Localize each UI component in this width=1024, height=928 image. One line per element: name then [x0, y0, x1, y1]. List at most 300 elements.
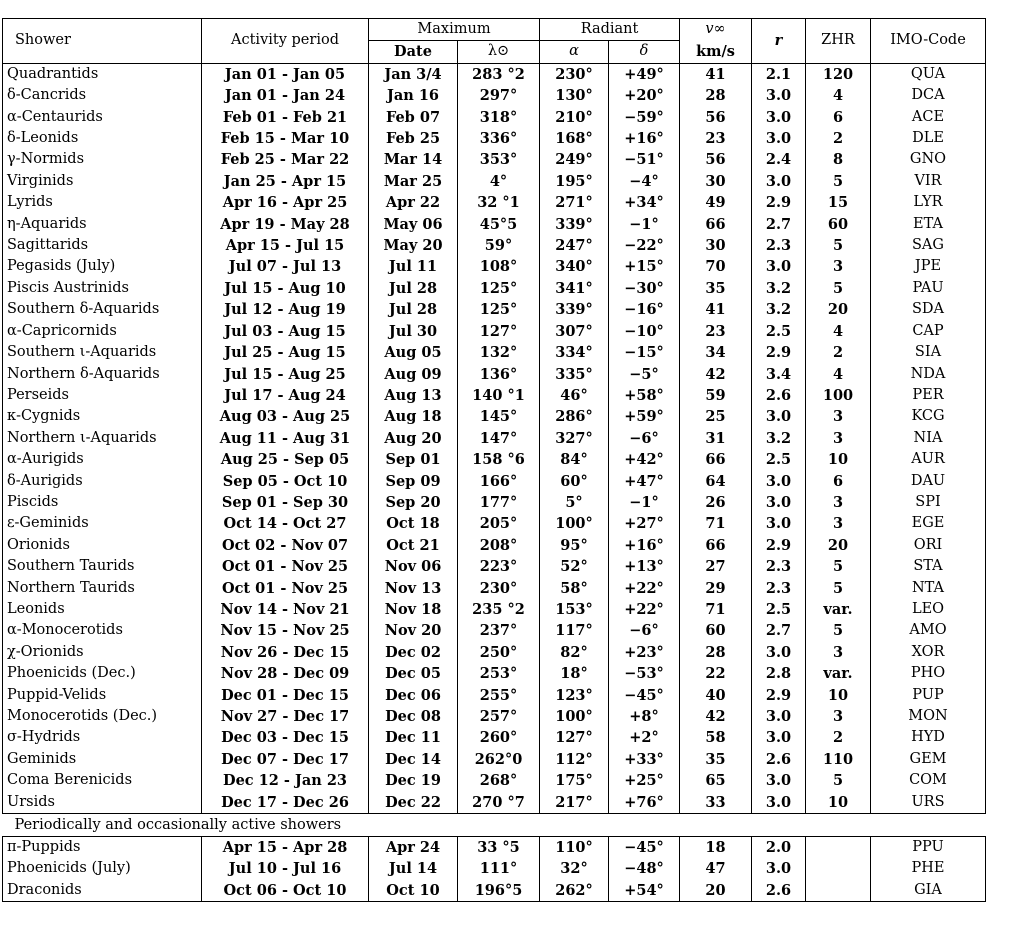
- cell-shower: σ-Hydrids: [3, 727, 202, 748]
- cell-population-index: 3.2: [752, 278, 806, 299]
- table-row: [3, 578, 986, 599]
- cell-right-ascension: 5°: [540, 492, 609, 513]
- cell-max-date: Dec 11: [369, 727, 458, 748]
- cell-activity-period: Jul 12 - Aug 19: [202, 299, 369, 320]
- cell-imo-code: DCA: [871, 85, 986, 106]
- cell-imo-code: PHO: [871, 663, 986, 684]
- cell-activity-period: Dec 03 - Dec 15: [202, 727, 369, 748]
- cell-max-date: Dec 08: [369, 706, 458, 727]
- cell-velocity: 71: [680, 599, 752, 620]
- cell-solar-longitude: 140 °1: [458, 385, 540, 406]
- cell-velocity: 41: [680, 63, 752, 85]
- cell-imo-code: EGE: [871, 513, 986, 534]
- cell-declination: +8°: [609, 706, 680, 727]
- cell-zhr: 100: [806, 385, 871, 406]
- cell-zhr: 4: [806, 364, 871, 385]
- cell-imo-code: VIR: [871, 171, 986, 192]
- cell-right-ascension: 335°: [540, 364, 609, 385]
- cell-imo-code: KCG: [871, 406, 986, 427]
- cell-velocity: 29: [680, 578, 752, 599]
- cell-zhr: 5: [806, 171, 871, 192]
- header-velocity-top: v∞: [680, 19, 752, 41]
- table-row: [3, 428, 986, 449]
- cell-population-index: 2.6: [752, 385, 806, 406]
- cell-max-date: Dec 02: [369, 642, 458, 663]
- main-showers-body: [3, 63, 986, 813]
- cell-activity-period: Jan 01 - Jan 05: [202, 63, 369, 85]
- cell-shower: Phoenicids (Dec.): [3, 663, 202, 684]
- table-row: [3, 837, 986, 859]
- cell-shower: Piscids: [3, 492, 202, 513]
- cell-solar-longitude: 111°: [458, 858, 540, 879]
- table-row: [3, 235, 986, 256]
- cell-right-ascension: 307°: [540, 321, 609, 342]
- cell-solar-longitude: 257°: [458, 706, 540, 727]
- cell-zhr: 110: [806, 749, 871, 770]
- cell-right-ascension: 60°: [540, 471, 609, 492]
- header-row-top: [3, 19, 986, 41]
- cell-activity-period: Jul 15 - Aug 25: [202, 364, 369, 385]
- cell-population-index: 3.0: [752, 256, 806, 277]
- cell-imo-code: PAU: [871, 278, 986, 299]
- table-row: [3, 792, 986, 814]
- cell-activity-period: Jul 10 - Jul 16: [202, 858, 369, 879]
- cell-right-ascension: 110°: [540, 837, 609, 859]
- cell-imo-code: URS: [871, 792, 986, 814]
- meteor-shower-table-container: [2, 18, 985, 902]
- cell-right-ascension: 32°: [540, 858, 609, 879]
- cell-shower: δ-Leonids: [3, 128, 202, 149]
- cell-declination: +22°: [609, 578, 680, 599]
- cell-velocity: 66: [680, 449, 752, 470]
- cell-imo-code: GEM: [871, 749, 986, 770]
- cell-right-ascension: 117°: [540, 620, 609, 641]
- cell-solar-longitude: 147°: [458, 428, 540, 449]
- cell-population-index: 3.0: [752, 706, 806, 727]
- cell-velocity: 28: [680, 85, 752, 106]
- cell-activity-period: Oct 02 - Nov 07: [202, 535, 369, 556]
- cell-solar-longitude: 260°: [458, 727, 540, 748]
- cell-population-index: 3.0: [752, 770, 806, 791]
- cell-declination: +59°: [609, 406, 680, 427]
- cell-imo-code: JPE: [871, 256, 986, 277]
- cell-imo-code: PHE: [871, 858, 986, 879]
- cell-zhr: 3: [806, 428, 871, 449]
- cell-right-ascension: 100°: [540, 706, 609, 727]
- cell-activity-period: Dec 07 - Dec 17: [202, 749, 369, 770]
- cell-declination: +33°: [609, 749, 680, 770]
- cell-right-ascension: 247°: [540, 235, 609, 256]
- cell-shower: Quadrantids: [3, 63, 202, 85]
- cell-zhr: [806, 837, 871, 859]
- cell-declination: +22°: [609, 599, 680, 620]
- cell-right-ascension: 286°: [540, 406, 609, 427]
- cell-right-ascension: 195°: [540, 171, 609, 192]
- cell-population-index: 3.0: [752, 513, 806, 534]
- header-maximum: Maximum: [369, 19, 540, 41]
- cell-max-date: Nov 20: [369, 620, 458, 641]
- cell-imo-code: DLE: [871, 128, 986, 149]
- cell-velocity: 42: [680, 364, 752, 385]
- table-row: [3, 171, 986, 192]
- cell-activity-period: Jan 01 - Jan 24: [202, 85, 369, 106]
- cell-velocity: 33: [680, 792, 752, 814]
- cell-population-index: 3.0: [752, 128, 806, 149]
- cell-solar-longitude: 262°0: [458, 749, 540, 770]
- cell-imo-code: QUA: [871, 63, 986, 85]
- cell-shower: Orionids: [3, 535, 202, 556]
- cell-population-index: 3.0: [752, 171, 806, 192]
- cell-declination: −1°: [609, 214, 680, 235]
- cell-zhr: 20: [806, 535, 871, 556]
- cell-max-date: Mar 25: [369, 171, 458, 192]
- cell-max-date: Jan 16: [369, 85, 458, 106]
- cell-solar-longitude: 336°: [458, 128, 540, 149]
- table-row: [3, 663, 986, 684]
- cell-velocity: 30: [680, 171, 752, 192]
- cell-max-date: Sep 01: [369, 449, 458, 470]
- cell-velocity: 56: [680, 149, 752, 170]
- table-row: [3, 107, 986, 128]
- cell-solar-longitude: 33 °5: [458, 837, 540, 859]
- cell-solar-longitude: 145°: [458, 406, 540, 427]
- cell-declination: +15°: [609, 256, 680, 277]
- cell-right-ascension: 210°: [540, 107, 609, 128]
- cell-population-index: 3.4: [752, 364, 806, 385]
- cell-right-ascension: 127°: [540, 727, 609, 748]
- cell-max-date: Nov 06: [369, 556, 458, 577]
- cell-zhr: 5: [806, 278, 871, 299]
- cell-velocity: 59: [680, 385, 752, 406]
- cell-solar-longitude: 230°: [458, 578, 540, 599]
- cell-activity-period: Aug 03 - Aug 25: [202, 406, 369, 427]
- cell-population-index: 2.3: [752, 556, 806, 577]
- cell-velocity: 65: [680, 770, 752, 791]
- cell-right-ascension: 18°: [540, 663, 609, 684]
- cell-velocity: 26: [680, 492, 752, 513]
- cell-population-index: 2.6: [752, 749, 806, 770]
- table-row: [3, 256, 986, 277]
- cell-declination: −4°: [609, 171, 680, 192]
- table-row: [3, 727, 986, 748]
- cell-velocity: 56: [680, 107, 752, 128]
- cell-max-date: May 06: [369, 214, 458, 235]
- cell-right-ascension: 249°: [540, 149, 609, 170]
- cell-right-ascension: 339°: [540, 299, 609, 320]
- cell-solar-longitude: 270 °7: [458, 792, 540, 814]
- cell-solar-longitude: 235 °2: [458, 599, 540, 620]
- cell-right-ascension: 82°: [540, 642, 609, 663]
- cell-imo-code: COM: [871, 770, 986, 791]
- cell-declination: −6°: [609, 428, 680, 449]
- table-row: [3, 770, 986, 791]
- header-zhr: ZHR: [806, 19, 871, 64]
- cell-right-ascension: 327°: [540, 428, 609, 449]
- cell-activity-period: Oct 06 - Oct 10: [202, 880, 369, 902]
- table-row: [3, 278, 986, 299]
- cell-declination: +25°: [609, 770, 680, 791]
- cell-shower: δ-Aurigids: [3, 471, 202, 492]
- cell-activity-period: Jul 25 - Aug 15: [202, 342, 369, 363]
- cell-solar-longitude: 318°: [458, 107, 540, 128]
- cell-shower: Northern Taurids: [3, 578, 202, 599]
- cell-declination: −53°: [609, 663, 680, 684]
- cell-solar-longitude: 132°: [458, 342, 540, 363]
- cell-shower: Leonids: [3, 599, 202, 620]
- cell-velocity: 27: [680, 556, 752, 577]
- cell-solar-longitude: 297°: [458, 85, 540, 106]
- cell-zhr: 2: [806, 342, 871, 363]
- cell-velocity: 34: [680, 342, 752, 363]
- cell-imo-code: PER: [871, 385, 986, 406]
- cell-max-date: Jul 28: [369, 278, 458, 299]
- cell-right-ascension: 52°: [540, 556, 609, 577]
- cell-solar-longitude: 108°: [458, 256, 540, 277]
- meteor-shower-table: [2, 18, 986, 902]
- cell-solar-longitude: 166°: [458, 471, 540, 492]
- cell-imo-code: SIA: [871, 342, 986, 363]
- cell-declination: −16°: [609, 299, 680, 320]
- cell-solar-longitude: 283 °2: [458, 63, 540, 85]
- cell-declination: +76°: [609, 792, 680, 814]
- cell-population-index: 2.8: [752, 663, 806, 684]
- cell-activity-period: Aug 11 - Aug 31: [202, 428, 369, 449]
- cell-right-ascension: 334°: [540, 342, 609, 363]
- cell-activity-period: Apr 15 - Apr 28: [202, 837, 369, 859]
- cell-imo-code: GNO: [871, 149, 986, 170]
- cell-population-index: 3.0: [752, 406, 806, 427]
- cell-zhr: [806, 858, 871, 879]
- cell-declination: −30°: [609, 278, 680, 299]
- table-row: [3, 599, 986, 620]
- cell-declination: +54°: [609, 880, 680, 902]
- cell-zhr: 3: [806, 706, 871, 727]
- table-row: [3, 449, 986, 470]
- cell-imo-code: AUR: [871, 449, 986, 470]
- cell-imo-code: HYD: [871, 727, 986, 748]
- cell-max-date: Sep 20: [369, 492, 458, 513]
- table-row: [3, 128, 986, 149]
- cell-activity-period: Apr 16 - Apr 25: [202, 192, 369, 213]
- cell-zhr: 6: [806, 107, 871, 128]
- cell-declination: −51°: [609, 149, 680, 170]
- cell-max-date: Dec 14: [369, 749, 458, 770]
- table-row: [3, 406, 986, 427]
- table-row: [3, 620, 986, 641]
- cell-zhr: 15: [806, 192, 871, 213]
- cell-velocity: 20: [680, 880, 752, 902]
- periodic-showers-body: [3, 837, 986, 902]
- cell-population-index: 2.0: [752, 837, 806, 859]
- cell-imo-code: SDA: [871, 299, 986, 320]
- cell-solar-longitude: 125°: [458, 299, 540, 320]
- cell-imo-code: LYR: [871, 192, 986, 213]
- cell-zhr: var.: [806, 663, 871, 684]
- cell-activity-period: Dec 12 - Jan 23: [202, 770, 369, 791]
- table-row: [3, 63, 986, 85]
- cell-shower: Southern δ-Aquarids: [3, 299, 202, 320]
- table-row: [3, 513, 986, 534]
- table-row: [3, 492, 986, 513]
- cell-zhr: 6: [806, 471, 871, 492]
- cell-right-ascension: 230°: [540, 63, 609, 85]
- table-row: [3, 642, 986, 663]
- cell-velocity: 42: [680, 706, 752, 727]
- cell-activity-period: Apr 15 - Jul 15: [202, 235, 369, 256]
- cell-zhr: 10: [806, 792, 871, 814]
- cell-population-index: 2.9: [752, 535, 806, 556]
- cell-imo-code: XOR: [871, 642, 986, 663]
- header-r: r: [752, 19, 806, 64]
- cell-solar-longitude: 353°: [458, 149, 540, 170]
- cell-max-date: Aug 09: [369, 364, 458, 385]
- table-row: [3, 535, 986, 556]
- table-row: [3, 556, 986, 577]
- cell-declination: +42°: [609, 449, 680, 470]
- cell-imo-code: NIA: [871, 428, 986, 449]
- cell-population-index: 2.3: [752, 578, 806, 599]
- section-label: Periodically and occasionally active showers: [3, 814, 986, 837]
- cell-max-date: Dec 06: [369, 685, 458, 706]
- cell-declination: −5°: [609, 364, 680, 385]
- cell-max-date: Jan 3/4: [369, 63, 458, 85]
- cell-velocity: 31: [680, 428, 752, 449]
- cell-declination: +16°: [609, 535, 680, 556]
- cell-solar-longitude: 158 °6: [458, 449, 540, 470]
- cell-population-index: 2.9: [752, 685, 806, 706]
- cell-declination: −45°: [609, 837, 680, 859]
- cell-right-ascension: 95°: [540, 535, 609, 556]
- cell-zhr: 10: [806, 685, 871, 706]
- cell-activity-period: Sep 01 - Sep 30: [202, 492, 369, 513]
- cell-shower: π-Puppids: [3, 837, 202, 859]
- cell-right-ascension: 153°: [540, 599, 609, 620]
- cell-activity-period: Jul 15 - Aug 10: [202, 278, 369, 299]
- cell-max-date: Nov 18: [369, 599, 458, 620]
- cell-activity-period: Nov 27 - Dec 17: [202, 706, 369, 727]
- cell-solar-longitude: 208°: [458, 535, 540, 556]
- cell-activity-period: Dec 01 - Dec 15: [202, 685, 369, 706]
- cell-shower: Virginids: [3, 171, 202, 192]
- cell-velocity: 25: [680, 406, 752, 427]
- cell-max-date: Feb 07: [369, 107, 458, 128]
- cell-max-date: Aug 05: [369, 342, 458, 363]
- cell-solar-longitude: 255°: [458, 685, 540, 706]
- cell-zhr: 4: [806, 85, 871, 106]
- header-date: Date: [369, 41, 458, 63]
- table-row: [3, 385, 986, 406]
- cell-zhr: 120: [806, 63, 871, 85]
- header-radiant: Radiant: [540, 19, 680, 41]
- cell-max-date: Oct 18: [369, 513, 458, 534]
- cell-activity-period: Feb 15 - Mar 10: [202, 128, 369, 149]
- cell-declination: −10°: [609, 321, 680, 342]
- cell-imo-code: ETA: [871, 214, 986, 235]
- cell-population-index: 3.2: [752, 299, 806, 320]
- cell-max-date: Jul 14: [369, 858, 458, 879]
- cell-population-index: 3.0: [752, 642, 806, 663]
- table-row: [3, 471, 986, 492]
- cell-solar-longitude: 4°: [458, 171, 540, 192]
- cell-solar-longitude: 32 °1: [458, 192, 540, 213]
- cell-imo-code: CAP: [871, 321, 986, 342]
- cell-activity-period: Jul 17 - Aug 24: [202, 385, 369, 406]
- cell-solar-longitude: 125°: [458, 278, 540, 299]
- cell-velocity: 35: [680, 749, 752, 770]
- cell-declination: −48°: [609, 858, 680, 879]
- cell-shower: α-Monocerotids: [3, 620, 202, 641]
- cell-activity-period: Jul 07 - Jul 13: [202, 256, 369, 277]
- cell-shower: Northern δ-Aquarids: [3, 364, 202, 385]
- section-label-body: [3, 814, 986, 837]
- cell-population-index: 2.5: [752, 321, 806, 342]
- cell-activity-period: Oct 01 - Nov 25: [202, 556, 369, 577]
- cell-right-ascension: 341°: [540, 278, 609, 299]
- cell-shower: Ursids: [3, 792, 202, 814]
- cell-imo-code: NTA: [871, 578, 986, 599]
- cell-velocity: 18: [680, 837, 752, 859]
- cell-solar-longitude: 177°: [458, 492, 540, 513]
- cell-velocity: 28: [680, 642, 752, 663]
- cell-velocity: 66: [680, 214, 752, 235]
- cell-activity-period: Nov 15 - Nov 25: [202, 620, 369, 641]
- cell-max-date: Jul 28: [369, 299, 458, 320]
- table-row: [3, 749, 986, 770]
- cell-solar-longitude: 205°: [458, 513, 540, 534]
- cell-max-date: Sep 09: [369, 471, 458, 492]
- cell-imo-code: PPU: [871, 837, 986, 859]
- cell-shower: Perseids: [3, 385, 202, 406]
- table-row: [3, 858, 986, 879]
- cell-shower: Phoenicids (July): [3, 858, 202, 879]
- table-row: [3, 880, 986, 902]
- cell-zhr: 2: [806, 128, 871, 149]
- cell-shower: Lyrids: [3, 192, 202, 213]
- table-row: [3, 149, 986, 170]
- cell-activity-period: Apr 19 - May 28: [202, 214, 369, 235]
- cell-zhr: 20: [806, 299, 871, 320]
- cell-zhr: 10: [806, 449, 871, 470]
- cell-right-ascension: 262°: [540, 880, 609, 902]
- cell-population-index: 2.7: [752, 620, 806, 641]
- cell-max-date: Aug 20: [369, 428, 458, 449]
- cell-declination: +2°: [609, 727, 680, 748]
- cell-zhr: var.: [806, 599, 871, 620]
- cell-declination: +58°: [609, 385, 680, 406]
- cell-shower: α-Centaurids: [3, 107, 202, 128]
- cell-solar-longitude: 127°: [458, 321, 540, 342]
- cell-declination: −15°: [609, 342, 680, 363]
- cell-activity-period: Nov 26 - Dec 15: [202, 642, 369, 663]
- cell-max-date: Oct 10: [369, 880, 458, 902]
- cell-activity-period: Nov 14 - Nov 21: [202, 599, 369, 620]
- cell-shower: δ-Cancrids: [3, 85, 202, 106]
- cell-shower: Sagittarids: [3, 235, 202, 256]
- cell-max-date: Dec 19: [369, 770, 458, 791]
- cell-shower: Puppid-Velids: [3, 685, 202, 706]
- cell-imo-code: ORI: [871, 535, 986, 556]
- cell-population-index: 3.2: [752, 428, 806, 449]
- cell-max-date: Apr 24: [369, 837, 458, 859]
- cell-imo-code: MON: [871, 706, 986, 727]
- cell-population-index: 2.9: [752, 192, 806, 213]
- cell-population-index: 3.0: [752, 471, 806, 492]
- cell-activity-period: Feb 25 - Mar 22: [202, 149, 369, 170]
- cell-shower: γ-Normids: [3, 149, 202, 170]
- cell-activity-period: Nov 28 - Dec 09: [202, 663, 369, 684]
- cell-declination: +27°: [609, 513, 680, 534]
- cell-declination: +49°: [609, 63, 680, 85]
